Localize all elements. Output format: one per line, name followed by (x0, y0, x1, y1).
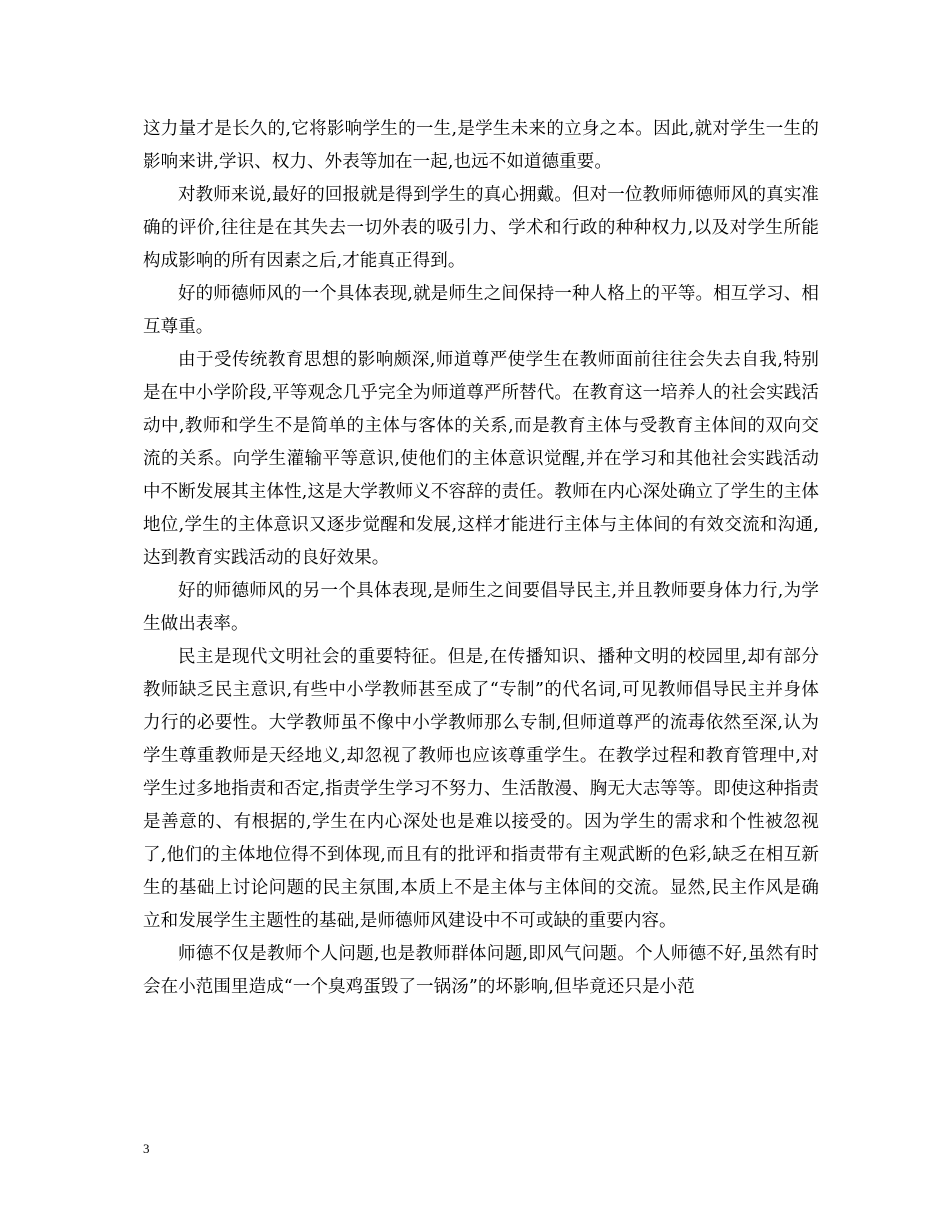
paragraph-5: 好的师德师风的另一个具体表现,是师生之间要倡导民主,并且教师要身体力行,为学生做出表率。 (143, 581, 819, 634)
paragraph-1: 这力量才是长久的,它将影响学生的一生,是学生未来的立身之本。因此,就对学生一生的影响来讲,学识、权力、外表等加在一起,也远不如道德重要。 (143, 119, 819, 172)
document-body (143, 113, 819, 1004)
paragraph-3: 好的师德师风的一个具体表现,就是师生之间保持一种人格上的平等。相互学习、相互尊重。 (143, 284, 819, 337)
paragraph-7: 师德不仅是教师个人问题,也是教师群体问题,即风气问题。个人师德不好,虽然有时会在小范围里造成“一个臭鸡蛋毁了一锅汤”的坏影响,但毕竟还只是小范 (143, 944, 819, 997)
paragraph-2: 对教师来说,最好的回报就是得到学生的真心拥戴。但对一位教师师德师风的真实准确的评价,往往是在其失去一切外表的吸引力、学术和行政的种种权力,以及对学生所能构成影响的所有因素之后,才能真正得到。 (143, 185, 819, 271)
paragraph-4: 由于受传统教育思想的影响颇深,师道尊严使学生在教师面前往往会失去自我,特别是在中小学阶段,平等观念几乎完全为师道尊严所替代。在教育这一培养人的社会实践活动中,教师和学生不是简单的主体与客体的关系,而是教育主体与受教育主体间的双向交流的关系。向学生灌输平等意识,使他们的主体意识觉醒,并在学习和其他社会实践活动中不断发展其主体性,这是大学教师义不容辞的责任。教师在内心深处确立了学生的主体地位,学生的主体意识又逐步觉醒和发展,这样才能进行主体与主体间的有效交流和沟通,达到教育实践活动的良好效果。 (143, 350, 819, 568)
page-number: 3 (143, 1141, 150, 1156)
paragraph-6: 民主是现代文明社会的重要特征。但是,在传播知识、播种文明的校园里,却有部分教师缺乏民主意识,有些中小学教师甚至成了“专制”的代名词,可见教师倡导民主并身体力行的必要性。大学教师虽不像中小学教师那么专制,但师道尊严的流毒依然至深,认为学生尊重教师是天经地义,却忽视了教师也应该尊重学生。在教学过程和教育管理中,对学生过多地指责和否定,指责学生学习不努力、生活散漫、胸无大志等等。即使这种指责是善意的、有根据的,学生在内心深处也是难以接受的。因为学生的需求和个性被忽视了,他们的主体地位得不到体现,而且有的批评和指责带有主观武断的色彩,缺乏在相互新生的基础上讨论问题的民主氛围,本质上不是主体与主体间的交流。显然,民主作风是确立和发展学生主题性的基础,是师德师风建设中不可或缺的重要内容。 (143, 647, 819, 931)
